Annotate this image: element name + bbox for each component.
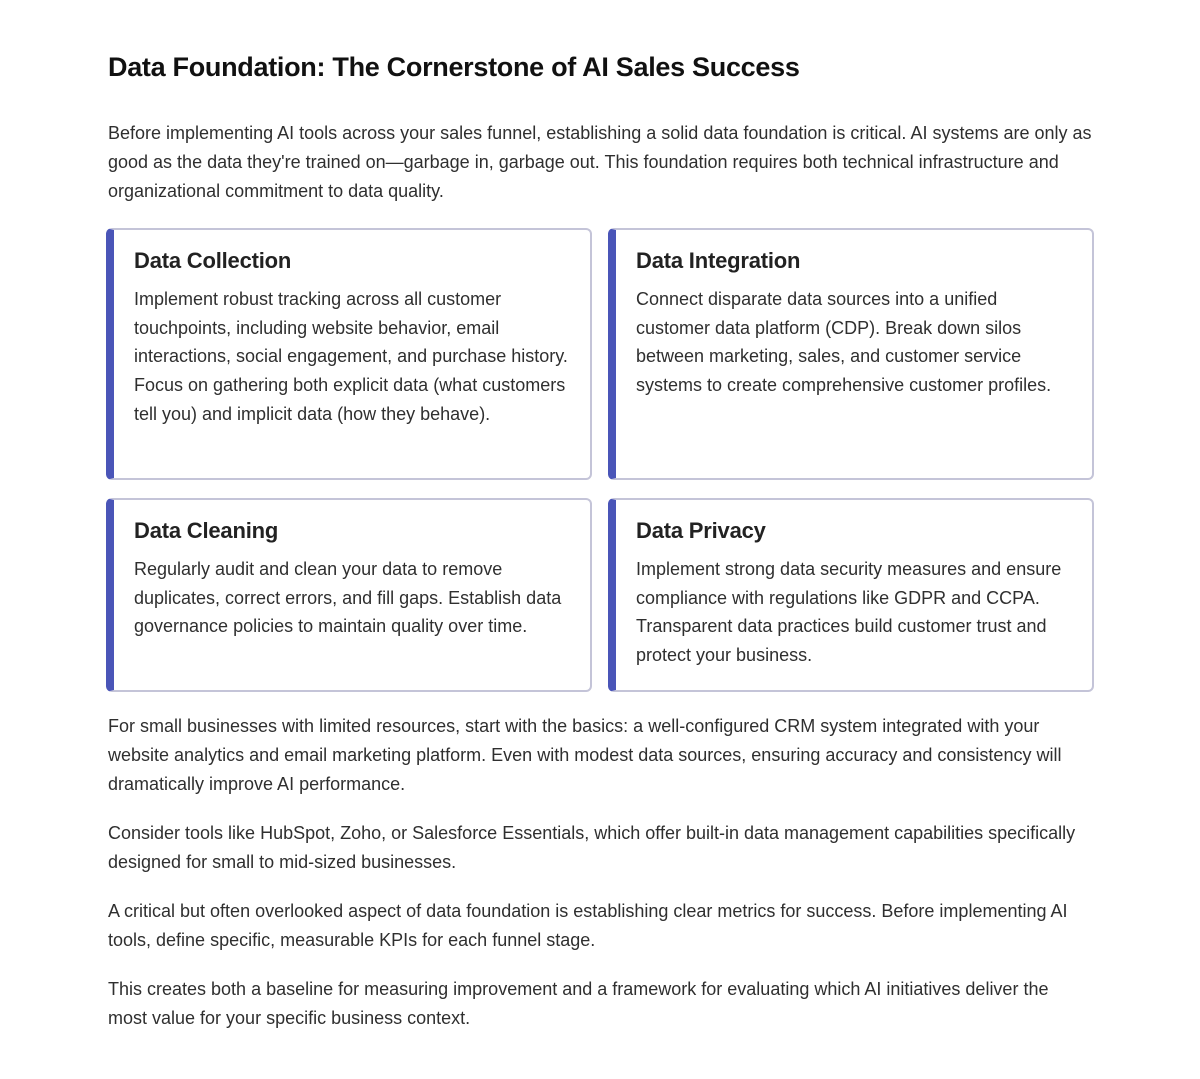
card-title: Data Collection [134,248,292,273]
page-title: Data Foundation: The Cornerstone of AI Sales Success [108,52,800,82]
body-paragraph: For small businesses with limited resources, start with the basics: a well-configured CRM system integrated with your website analytics and email marketing platform. Even with modest data sources, ensuring accuracy and consistency will dramatically improve AI performance. [108,716,1062,794]
card-title: Data Privacy [636,518,766,543]
card-text: Implement strong data security measures and ensure compliance with regulations like GDPR and CCPA. Transparent data practices build customer trust and protect your business. [636,559,1062,666]
card-data-collection [106,228,592,480]
card-title: Data Cleaning [134,518,279,543]
body-paragraph: Consider tools like HubSpot, Zoho, or Salesforce Essentials, which offer built-in data management capabilities specifically designed for small to mid-sized businesses. [108,823,1076,872]
card-text: Regularly audit and clean your data to remove duplicates, correct errors, and fill gaps. Establish data governance policies to maintain quality over time. [134,559,562,637]
intro-paragraph: Before implementing AI tools across your sales funnel, establishing a solid data foundation is critical. AI systems are only as good as the data they're trained on—garbage in, garbage out. This foundation requires both technical infrastructure and organizational commitment to data quality. [108,123,1092,201]
body-paragraph: A critical but often overlooked aspect of data foundation is establishing clear metrics for success. Before implementing AI tools, define specific, measurable KPIs for each funnel stage. [108,901,1068,950]
card-text: Implement robust tracking across all customer touchpoints, including website behavior, email interactions, social engagement, and purchase history. Focus on gathering both explicit data (what customers tell you) and implicit data (how they behave). [134,289,568,424]
body-paragraph: This creates both a baseline for measuring improvement and a framework for evaluating which AI initiatives deliver the most value for your specific business context. [108,979,1049,1028]
card-data-integration [608,228,1094,480]
data-foundation-cards [106,228,1092,692]
card-data-privacy [608,498,1094,692]
card-title: Data Integration [636,248,801,273]
card-text: Connect disparate data sources into a unified customer data platform (CDP). Break down silos between marketing, sales, and customer service systems to create comprehensive customer profiles. [636,289,1052,396]
card-data-cleaning [106,498,592,692]
